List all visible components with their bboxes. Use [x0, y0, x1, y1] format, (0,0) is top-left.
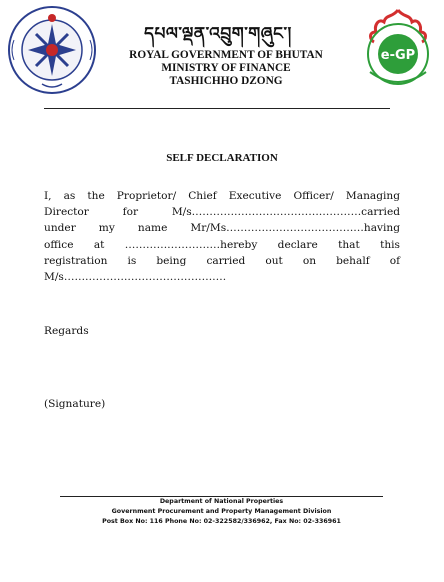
declaration-line: M/s………………………………………. [44, 271, 227, 284]
declaration-line: Director for M/s…………………………………………carried [44, 206, 400, 219]
svg-text:e-GP: e-GP [380, 48, 416, 63]
declaration-line: office at ………………………hereby declare that this [44, 238, 400, 251]
declaration-line: I, as the Proprietor/ Chief Executive Officer/ Managing [44, 190, 400, 202]
egp-logo-icon [358, 6, 438, 90]
footer-department: Department of National Properties [159, 498, 284, 505]
document-title: SELF DECLARATION [166, 152, 278, 164]
header-divider [44, 108, 390, 109]
royal-emblem-icon [6, 4, 98, 96]
header-ministry: MINISTRY OF FINANCE [161, 62, 291, 74]
declaration-line: registration is being carried out on behalf of [44, 254, 400, 267]
declaration-line: under my name Mr/Ms…………………………………having [44, 222, 400, 235]
signature-label: (Signature) [44, 398, 106, 410]
declaration-body [44, 188, 400, 285]
regards-text: Regards [44, 325, 89, 337]
footer-contact: Post Box No: 116 Phone No: 02-322582/336962, Fax No: 02-336961 [102, 518, 341, 525]
dzongkha-heading: དཔལ་ལྡན་འབྲུག་གཞུང་། [144, 24, 292, 44]
header-location: TASHICHHO DZONG [169, 75, 283, 87]
footer-division: Government Procurement and Property Management Division [111, 508, 332, 515]
header-government: ROYAL GOVERNMENT OF BHUTAN [129, 49, 323, 61]
